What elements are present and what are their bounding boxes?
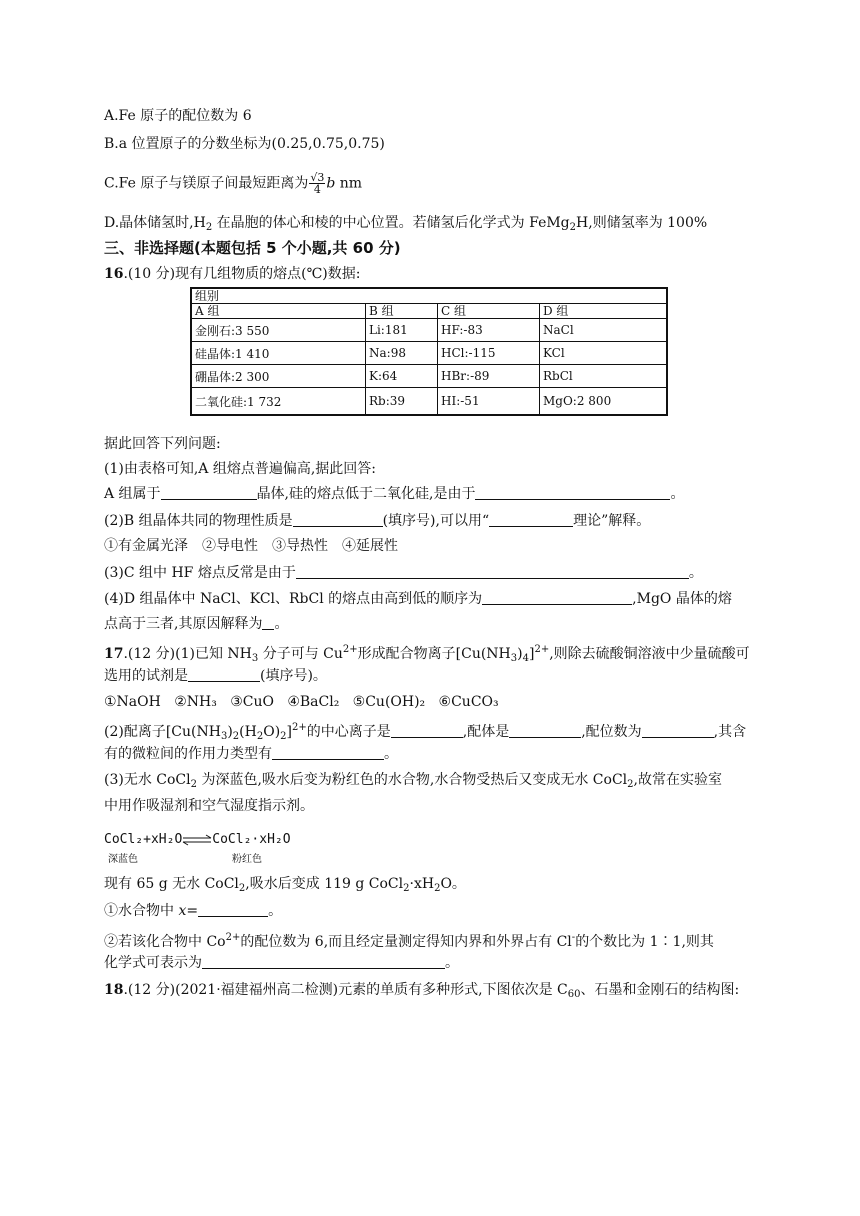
q17-s1: ①水合物中 x= 。 [104,903,283,919]
answer-blank[interactable] [161,485,257,500]
option-a: A.Fe 原子的配位数为 6 [104,108,252,124]
q18-intro: 18.(12 分)(2021·福建福州高二检测)元素的单质有多种形式,下图依次是 $C_{60}$、石墨和金刚石的结构图: [104,982,740,1000]
answer-blank[interactable] [272,745,384,760]
q17-line2: 选用的试剂是 (填序号)。 [104,668,327,684]
answer-blank[interactable] [296,564,689,579]
table-row: 金刚石:3 550 Li:181 HF:-83 NaCl [191,319,667,342]
q17-line1: 17.(12 分)(1)已知 $NH_3$ 分子可与 $Cu^{2+}$形成配合物离子$[Cu(NH_3)_4]^{2+}$,则除去硫酸铜溶液中少量硫酸可 [104,644,750,664]
table-header: C 组 [438,304,540,319]
answer-blank[interactable] [642,723,714,738]
option-d: D.晶体储氢时$,H_2$ 在晶胞的体心和棱的中心位置。若储氢后化学式为 FeMg$_2$H,则储氢率为 100% [104,215,708,233]
q17-p3-cont: 中用作吸湿剂和空气湿度指示剂。 [104,798,314,814]
equilibrium-arrow-icon [182,833,212,847]
q16-intro: 16.(10 分)现有几组物质的熔点(℃)数据: [104,266,361,282]
q16-p1a: A 组属于 晶体,硅的熔点低于二氧化硅,是由于 。 [104,486,685,502]
answer-blank[interactable] [475,485,670,500]
label-deep-blue: 深蓝色 [108,854,138,865]
q16-p4-cont: 点高于三者,其原因解释为 。 [104,616,289,632]
answer-blank[interactable] [198,902,268,917]
fraction: $\frac{√3}{4}$ [310,171,325,196]
answer-blank[interactable] [482,590,632,605]
q17-s2: ②若该化合物中 $Co^{2+}$的配位数为 6,而且经定量测定得知内界和外界占有 Cl-的个数比为 1∶1,则其 [104,932,714,950]
table-row: 硅晶体:1 410 Na:98 HCl:-115 KCl [191,342,667,365]
table-header: B 组 [366,304,438,319]
table-header: A 组 [191,304,366,319]
q16-p2: (2)B 组晶体共同的物理性质是 (填序号),可以用“ 理论”解释。 [104,513,651,529]
q17-have: 现有 65 g 无水 CoCl$_2$,吸水后变成 119 g $CoCl_2\cdot xH_2O$。 [104,876,466,894]
equilibrium-equation: CoCl₂+xH₂O CoCl₂·xH₂O [104,832,291,847]
label-pink: 粉红色 [232,854,262,865]
melting-point-table [190,287,668,416]
q16-p3: (3)C 组中 HF 熔点反常是由于 。 [104,565,703,581]
table-row: 硼晶体:2 300 K:64 HBr:-89 RbCl [191,365,667,388]
table-row: 二氧化硅:1 732 Rb:39 HI:-51 MgO:2 800 [191,388,667,416]
table-caption: 组别 [191,288,667,304]
answer-blank[interactable] [188,667,260,682]
q16-p4: (4)D 组晶体中 NaCl、KCl、RbCl 的熔点由高到低的顺序为 ,MgO 晶体的熔 [104,591,732,607]
q16-p2-options: ①有金属光泽 ②导电性 ③导热性 ④延展性 [104,538,398,554]
answer-blank[interactable] [202,954,445,969]
option-c: C.Fe 原子与镁原子间最短距离为 $\frac{√3}{4}$ b nm [104,171,363,196]
section-title: 三、非选择题(本题包括 5 个小题,共 60 分) [104,239,401,257]
q17-reagent-options: ①NaOH ②NH₃ ③CuO ④BaCl₂ ⑤Cu(OH)₂ ⑥CuCO₃ [104,694,499,710]
q17-p3: (3)无水 CoCl$_2$ 为深蓝色,吸水后变为粉红色的水合物,水合物受热后又变成无水 CoCl$_2$,故常在实验室 [104,772,722,790]
answer-blank[interactable] [391,723,463,738]
answer-blank[interactable] [293,512,383,527]
option-b: B.a 位置原子的分数坐标为(0.25,0.75,0.75) [104,136,385,152]
q17-p2: (2)配离子$[Cu(NH_3)_2(H_2O)_2]^{2+}$的中心离子是 ,配体是 ,配位数为 ,其含 [104,722,747,742]
q16-p1: (1)由表格可知,A 组熔点普遍偏高,据此回答: [104,461,377,477]
q17-p2-cont: 有的微粒间的作用力类型有 。 [104,746,398,762]
answer-blank[interactable] [489,512,573,527]
q17-s2-cont: 化学式可表示为 。 [104,955,459,971]
table-header: D 组 [540,304,668,319]
q16-lead: 据此回答下列问题: [104,436,221,452]
answer-blank[interactable] [509,723,581,738]
answer-blank[interactable] [262,615,274,630]
